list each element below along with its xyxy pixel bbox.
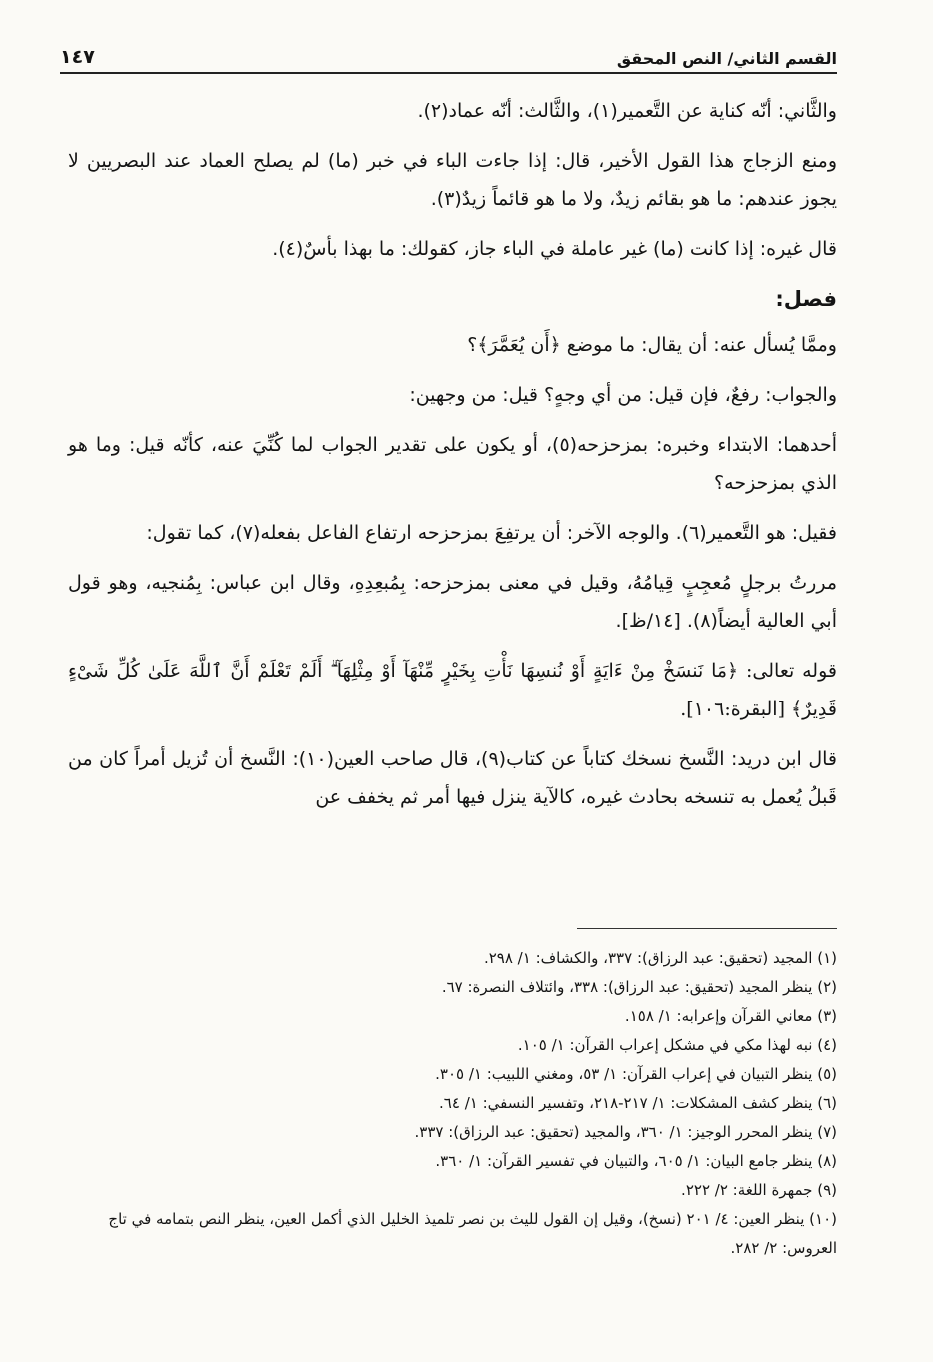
footnote-separator (577, 928, 837, 929)
paragraph: وممَّا يُسأل عنه: أن يقال: ما موضع ﴿أَن يُعَمَّرَ﴾؟ (467, 334, 837, 356)
main-text (68, 92, 837, 828)
paragraph: مررتُ برجلٍ مُعجِبٍ قِيامُهُ، وقيل في معنى بمزحزحه: بِمُبعِدِهِ، وقال ابن عباس: بِمُنجيه، وهو قول أبي العالية أيضاً(٨). [١٤/ظ]. (68, 572, 837, 632)
paragraph: والجواب: رفعٌ، فإن قيل: من أي وجهٍ؟ قيل: من وجهين: (409, 384, 837, 406)
quran-verse-paragraph: قوله تعالى: ﴿مَا نَنسَخْ مِنْ ءَايَةٍ أَوْ نُنسِهَا نَأْتِ بِخَيْرٍ مِّنْهَآ أَوْ مِثْلِهَآ ۗ أَلَمْ تَعْلَمْ أَنَّ ٱللَّهَ عَلَىٰ كُلِّ شَىْءٍ قَدِيرٌ﴾ [البقرة:١٠٦]. (68, 660, 837, 720)
footnote: (٤) نبه لهذا مكي في مشكل إعراب القرآن: ١/ ١٠٥. (517, 1036, 837, 1054)
footnote: (٥) ينظر التبيان في إعراب القرآن: ١/ ٥٣، ومغني اللبيب: ١/ ٣٠٥. (435, 1065, 837, 1083)
footnote: (٢) ينظر المجيد (تحقيق: عبد الرزاق): ٣٣٨، وائتلاف النصرة: ٦٧. (441, 978, 837, 996)
footnote: (٣) معاني القرآن وإعرابه: ١/ ١٥٨. (624, 1007, 837, 1025)
footnotes (64, 944, 837, 1263)
footnote: (١٠) ينظر العين: ٤/ ٢٠١ (نسخ)، وقيل إن القول لليث بن نصر تلميذ الخليل الذي أكمل العين، ينظر النص بتمامه في تاج العروس: ٢/ ٢٨٢. (108, 1210, 837, 1257)
page-header (60, 36, 837, 74)
footnote: (٨) ينظر جامع البيان: ١/ ٦٠٥، والتبيان في تفسير القرآن: ١/ ٣٦٠. (435, 1152, 837, 1170)
footnote: (٩) جمهرة اللغة: ٢/ ٢٢٢. (681, 1181, 837, 1199)
paragraph: ومنع الزجاج هذا القول الأخير، قال: إذا جاءت الباء في خبر (ما) لم يصلح العماد عند البصريين لا يجوز عندهم: ما هو بقائم زيدٌ، ولا ما هو قائماً زيدٌ(٣). (68, 150, 837, 210)
paragraph: والثَّاني: أنّه كناية عن التَّعمير(١)، والثَّالث: أنّه عماد(٢). (417, 100, 837, 122)
paragraph: قال غيره: إذا كانت (ما) غير عاملة في الباء جاز، كقولك: ما بهذا بأسٌ(٤). (272, 238, 837, 260)
footnote: (١) المجيد (تحقيق: عبد الرزاق): ٣٣٧، والكشاف: ١/ ٢٩٨. (483, 949, 837, 967)
section-heading: فصل: (775, 287, 837, 311)
footnote: (٧) ينظر المحرر الوجيز: ١/ ٣٦٠، والمجيد (تحقيق: عبد الرزاق): ٣٣٧. (414, 1123, 837, 1141)
paragraph: فقيل: هو التَّعمير(٦). والوجه الآخر: أن يرتفِعَ بمزحزحه ارتفاع الفاعل بفعله(٧)، كما تقول: (146, 522, 837, 544)
page-number: ١٤٧ (60, 46, 95, 68)
running-title: القسم الثاني/ النص المحقق (616, 49, 837, 68)
footnote: (٦) ينظر كشف المشكلات: ١/ ٢١٧-٢١٨، وتفسير النسفي: ١/ ٦٤. (439, 1094, 837, 1112)
paragraph: قال ابن دريد: النَّسخ نسخك كتاباً عن كتاب(٩)، قال صاحب العين(١٠): النَّسخ أن تُزيل أمراً كان من قَبلُ يُعمل به تنسخه بحادث غيره، كالآية ينزل فيها أمر ثم يخفف عن (68, 748, 837, 808)
paragraph: أحدهما: الابتداء وخبره: بمزحزحه(٥)، أو يكون على تقدير الجواب لما كُنِّيَ عنه، كأنّه قيل: وما هو الذي بمزحزحه؟ (68, 434, 837, 494)
